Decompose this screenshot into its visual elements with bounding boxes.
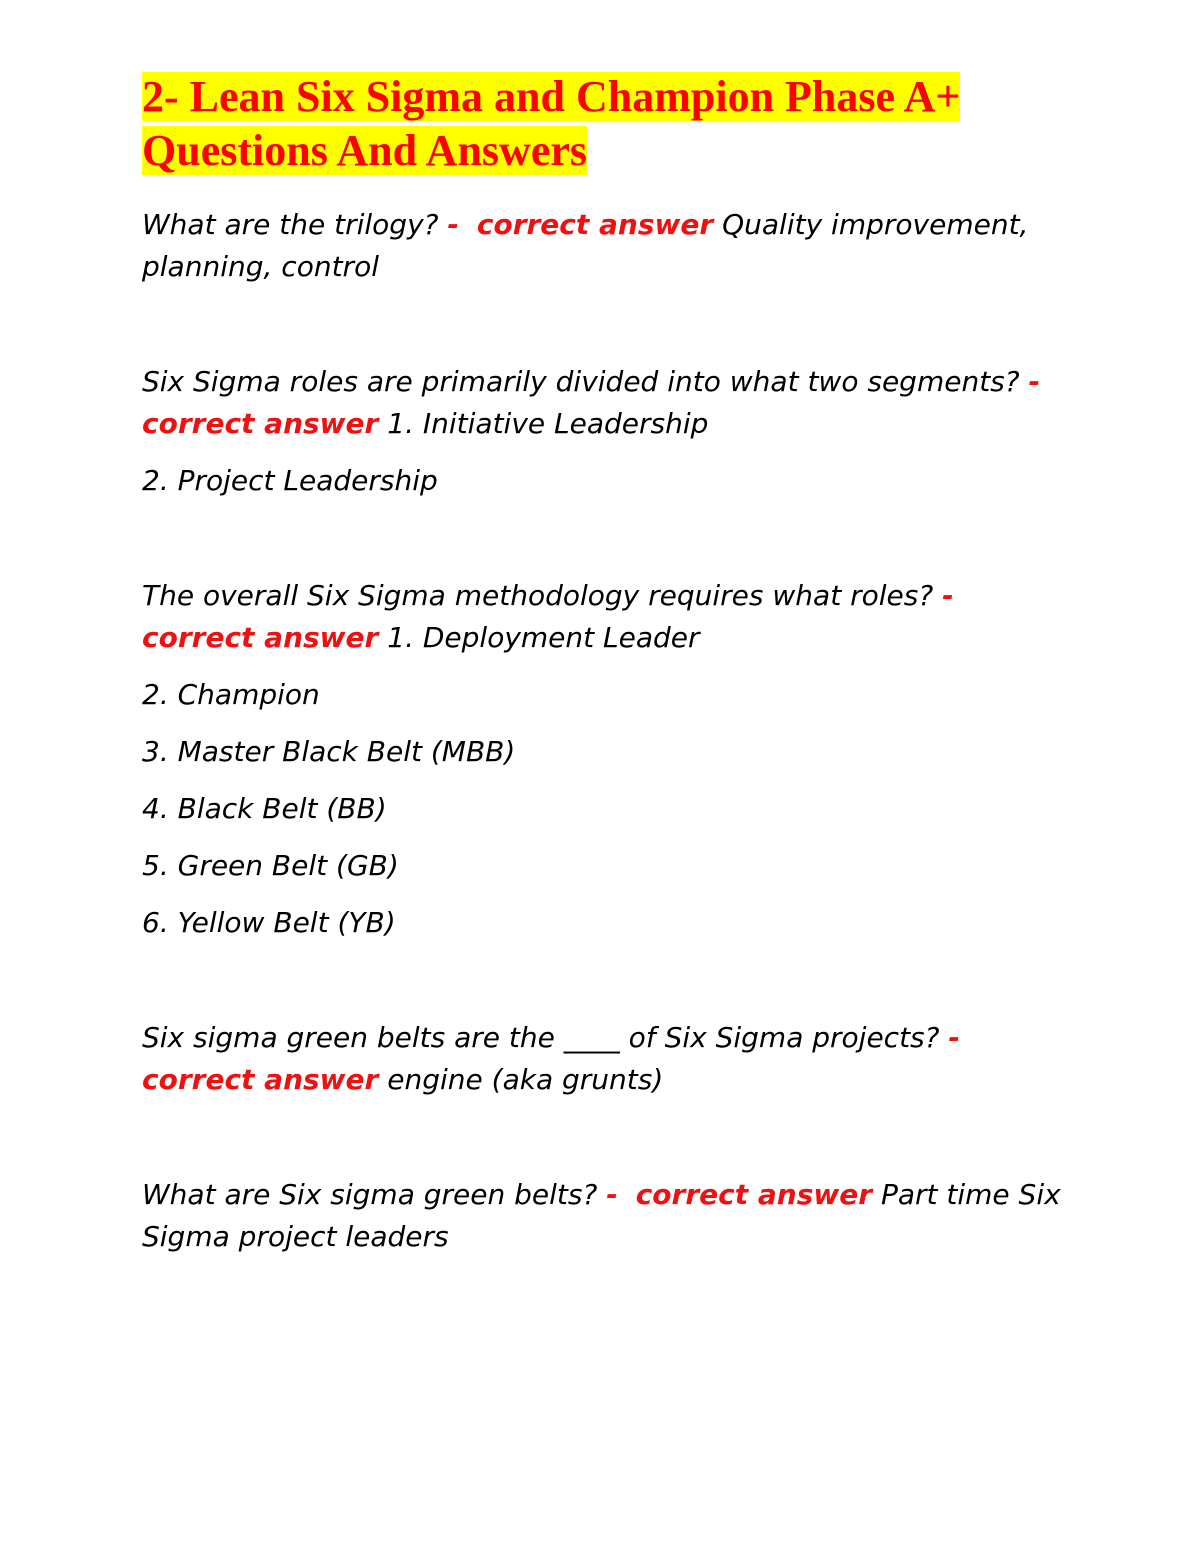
answer-text: Quality improvement, planning, control <box>142 208 1029 283</box>
question-text: What are the trilogy? <box>142 208 439 241</box>
answer-separator: - <box>606 1178 618 1211</box>
correct-answer-label: correct answer <box>142 621 379 654</box>
qa-item <box>142 204 1062 288</box>
qa-line <box>142 1174 1062 1258</box>
qa-item <box>142 1174 1062 1258</box>
qa-line <box>142 1017 1062 1101</box>
question-text: Six Sigma roles are primarily divided into what two segments? <box>142 365 1020 398</box>
qa-line <box>142 575 1062 659</box>
answer-list-item: 6. Yellow Belt (YB) <box>142 906 396 939</box>
qa-item <box>142 1017 1062 1101</box>
answer-separator: - <box>942 579 954 612</box>
answer-list-item: 2. Project Leadership <box>142 464 438 497</box>
correct-answer-label: correct answer <box>635 1178 873 1211</box>
qa-item <box>142 361 1062 502</box>
correct-answer-label: correct answer <box>142 407 379 440</box>
correct-answer-label: correct answer <box>476 208 714 241</box>
answer-text: 1. Initiative Leadership <box>387 407 709 440</box>
qa-list <box>142 204 1062 1258</box>
question-text: Six sigma green belts are the ____ of Six Sigma projects? <box>142 1021 940 1054</box>
question-text: What are Six sigma green belts? <box>142 1178 598 1211</box>
correct-answer-label: correct answer <box>142 1063 379 1096</box>
answer-separator: - <box>447 208 460 241</box>
answer-separator: - <box>1028 365 1041 398</box>
document-page <box>142 70 1062 1331</box>
answer-text: 1. Deployment Leader <box>387 621 700 654</box>
answer-separator: - <box>948 1021 961 1054</box>
qa-line <box>142 361 1062 445</box>
title-line-2: Questions And Answers <box>142 126 588 175</box>
answer-text: Part time Six Sigma project leaders <box>142 1178 1061 1253</box>
document-title <box>142 70 1062 178</box>
title-line-1: 2- Lean Six Sigma and Champion Phase A+ <box>142 72 961 121</box>
qa-item <box>142 575 1062 944</box>
answer-list-item: 4. Black Belt (BB) <box>142 792 387 825</box>
answer-list-item: 3. Master Black Belt (MBB) <box>142 735 516 768</box>
answer-list-item: 2. Champion <box>142 678 320 711</box>
question-text: The overall Six Sigma methodology requires what roles? <box>142 579 934 612</box>
answer-text: engine (aka grunts) <box>387 1063 664 1096</box>
answer-list-item: 5. Green Belt (GB) <box>142 849 399 882</box>
qa-line <box>142 204 1062 288</box>
